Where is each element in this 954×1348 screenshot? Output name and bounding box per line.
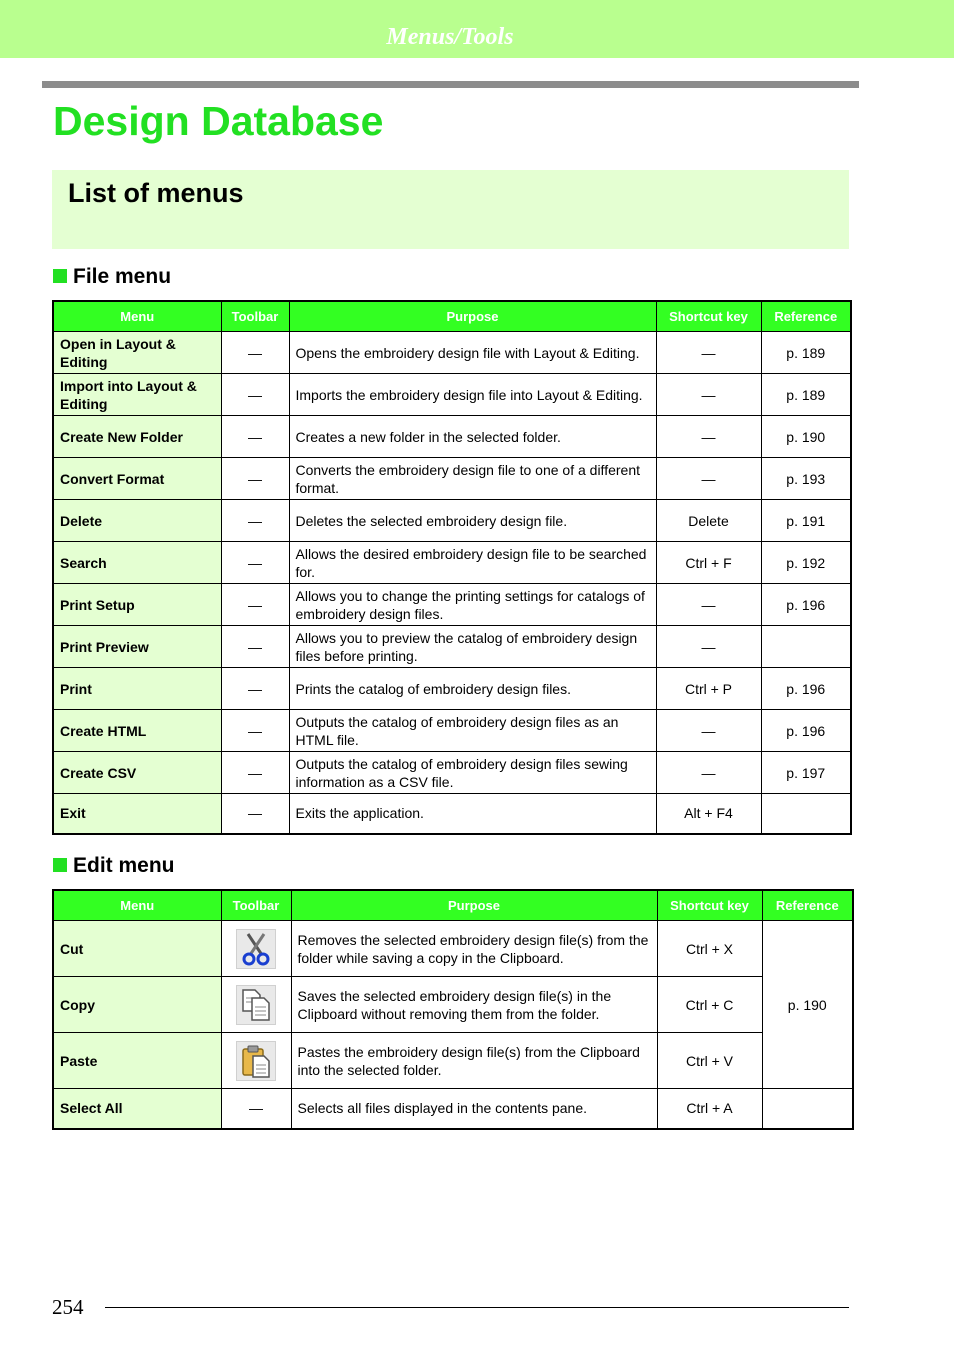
page-number: 254 bbox=[52, 1295, 84, 1319]
reference-cell: p. 197 bbox=[761, 752, 851, 794]
shortcut-cell: Ctrl + V bbox=[657, 1033, 762, 1089]
column-header: Toolbar bbox=[221, 890, 291, 921]
column-header: Reference bbox=[762, 890, 853, 921]
table-row bbox=[53, 752, 851, 794]
shortcut-cell: Ctrl + P bbox=[656, 668, 761, 710]
table-row bbox=[53, 626, 851, 668]
toolbar-cell: — bbox=[221, 458, 289, 500]
edit-menu-table bbox=[52, 889, 854, 1130]
menu-name: Create CSV bbox=[53, 752, 221, 794]
table-row bbox=[53, 1033, 853, 1089]
square-bullet-icon bbox=[53, 858, 67, 872]
column-header: Purpose bbox=[289, 301, 656, 332]
purpose-cell: Imports the embroidery design file into Layout & Editing. bbox=[289, 374, 656, 416]
reference-cell bbox=[761, 794, 851, 834]
toolbar-cell: — bbox=[221, 710, 289, 752]
menu-name: Create HTML bbox=[53, 710, 221, 752]
purpose-cell: Deletes the selected embroidery design file. bbox=[289, 500, 656, 542]
table-header-row bbox=[53, 301, 851, 332]
menu-name: Print Setup bbox=[53, 584, 221, 626]
reference-cell: p. 193 bbox=[761, 458, 851, 500]
purpose-cell: Saves the selected embroidery design file(s) in the Clipboard without removing them from the folder. bbox=[291, 977, 657, 1033]
shortcut-cell: Ctrl + X bbox=[657, 921, 762, 977]
column-header: Reference bbox=[761, 301, 851, 332]
table-row bbox=[53, 458, 851, 500]
subheading-box bbox=[52, 170, 849, 249]
page-title: Design Database bbox=[53, 98, 384, 144]
toolbar-cell bbox=[221, 1033, 291, 1089]
table-row bbox=[53, 332, 851, 374]
shortcut-cell: Ctrl + A bbox=[657, 1089, 762, 1129]
menu-name: Convert Format bbox=[53, 458, 221, 500]
menu-name: Exit bbox=[53, 794, 221, 834]
table-row bbox=[53, 710, 851, 752]
shortcut-cell: Alt + F4 bbox=[656, 794, 761, 834]
paste-icon bbox=[236, 1041, 276, 1081]
shortcut-cell: Ctrl + F bbox=[656, 542, 761, 584]
purpose-cell: Exits the application. bbox=[289, 794, 656, 834]
menu-name: Delete bbox=[53, 500, 221, 542]
edit-menu-heading bbox=[53, 854, 175, 878]
purpose-cell: Outputs the catalog of embroidery design files as an HTML file. bbox=[289, 710, 656, 752]
reference-cell: p. 189 bbox=[761, 374, 851, 416]
table-row bbox=[53, 977, 853, 1033]
header-band bbox=[0, 0, 954, 58]
column-header: Menu bbox=[53, 890, 221, 921]
purpose-cell: Prints the catalog of embroidery design files. bbox=[289, 668, 656, 710]
file-menu-table bbox=[52, 300, 852, 835]
menu-name: Open in Layout & Editing bbox=[53, 332, 221, 374]
column-header: Purpose bbox=[291, 890, 657, 921]
toolbar-cell bbox=[221, 977, 291, 1033]
menu-name: Create New Folder bbox=[53, 416, 221, 458]
table-row bbox=[53, 668, 851, 710]
toolbar-cell: — bbox=[221, 1089, 291, 1129]
reference-cell: p. 196 bbox=[761, 584, 851, 626]
table-row bbox=[53, 542, 851, 584]
reference-cell: p. 190 bbox=[762, 921, 853, 1089]
section-title: Menus/Tools bbox=[386, 24, 514, 50]
edit-menu-heading-text: Edit menu bbox=[73, 854, 175, 877]
table-row bbox=[53, 416, 851, 458]
shortcut-cell: — bbox=[656, 626, 761, 668]
purpose-cell: Outputs the catalog of embroidery design files sewing information as a CSV file. bbox=[289, 752, 656, 794]
menu-name: Search bbox=[53, 542, 221, 584]
menu-name: Paste bbox=[53, 1033, 221, 1089]
purpose-cell: Opens the embroidery design file with Layout & Editing. bbox=[289, 332, 656, 374]
purpose-cell: Removes the selected embroidery design file(s) from the folder while saving a copy in the Clipboard. bbox=[291, 921, 657, 977]
table-row bbox=[53, 584, 851, 626]
purpose-cell: Allows you to preview the catalog of embroidery design files before printing. bbox=[289, 626, 656, 668]
menu-name: Print bbox=[53, 668, 221, 710]
reference-cell: p. 196 bbox=[761, 710, 851, 752]
reference-cell: p. 196 bbox=[761, 668, 851, 710]
footer-rule bbox=[105, 1307, 849, 1308]
shortcut-cell: — bbox=[656, 710, 761, 752]
column-header: Shortcut key bbox=[657, 890, 762, 921]
reference-cell bbox=[762, 1089, 853, 1129]
table-row bbox=[53, 374, 851, 416]
purpose-cell: Allows you to change the printing settings for catalogs of embroidery design files. bbox=[289, 584, 656, 626]
toolbar-cell: — bbox=[221, 332, 289, 374]
toolbar-cell: — bbox=[221, 374, 289, 416]
toolbar-cell bbox=[221, 921, 291, 977]
table-row bbox=[53, 1089, 853, 1129]
copy-icon bbox=[236, 985, 276, 1025]
square-bullet-icon bbox=[53, 269, 67, 283]
purpose-cell: Converts the embroidery design file to one of a different format. bbox=[289, 458, 656, 500]
purpose-cell: Pastes the embroidery design file(s) from the Clipboard into the selected folder. bbox=[291, 1033, 657, 1089]
shortcut-cell: — bbox=[656, 374, 761, 416]
menu-name: Import into Layout & Editing bbox=[53, 374, 221, 416]
column-header: Menu bbox=[53, 301, 221, 332]
shortcut-cell: — bbox=[656, 584, 761, 626]
purpose-cell: Creates a new folder in the selected folder. bbox=[289, 416, 656, 458]
toolbar-cell: — bbox=[221, 542, 289, 584]
shortcut-cell: — bbox=[656, 752, 761, 794]
menu-name: Select All bbox=[53, 1089, 221, 1129]
menu-name: Cut bbox=[53, 921, 221, 977]
toolbar-cell: — bbox=[221, 584, 289, 626]
shortcut-cell: — bbox=[656, 416, 761, 458]
table-row bbox=[53, 500, 851, 542]
file-menu-heading-text: File menu bbox=[73, 265, 172, 288]
subheading: List of menus bbox=[68, 178, 244, 208]
toolbar-cell: — bbox=[221, 626, 289, 668]
scissors-icon bbox=[236, 929, 276, 969]
reference-cell: p. 192 bbox=[761, 542, 851, 584]
purpose-cell: Allows the desired embroidery design file to be searched for. bbox=[289, 542, 656, 584]
table-row bbox=[53, 921, 853, 977]
reference-cell: p. 190 bbox=[761, 416, 851, 458]
reference-cell bbox=[761, 626, 851, 668]
toolbar-cell: — bbox=[221, 668, 289, 710]
shortcut-cell: — bbox=[656, 332, 761, 374]
purpose-cell: Selects all files displayed in the contents pane. bbox=[291, 1089, 657, 1129]
table-header-row bbox=[53, 890, 853, 921]
reference-cell: p. 189 bbox=[761, 332, 851, 374]
table-row bbox=[53, 794, 851, 834]
shortcut-cell: — bbox=[656, 458, 761, 500]
menu-name: Print Preview bbox=[53, 626, 221, 668]
toolbar-cell: — bbox=[221, 794, 289, 834]
toolbar-cell: — bbox=[221, 500, 289, 542]
file-menu-heading bbox=[53, 265, 171, 289]
column-header: Shortcut key bbox=[656, 301, 761, 332]
shortcut-cell: Delete bbox=[656, 500, 761, 542]
toolbar-cell: — bbox=[221, 416, 289, 458]
shortcut-cell: Ctrl + C bbox=[657, 977, 762, 1033]
column-header: Toolbar bbox=[221, 301, 289, 332]
toolbar-cell: — bbox=[221, 752, 289, 794]
title-divider bbox=[42, 81, 859, 88]
menu-name: Copy bbox=[53, 977, 221, 1033]
reference-cell: p. 191 bbox=[761, 500, 851, 542]
